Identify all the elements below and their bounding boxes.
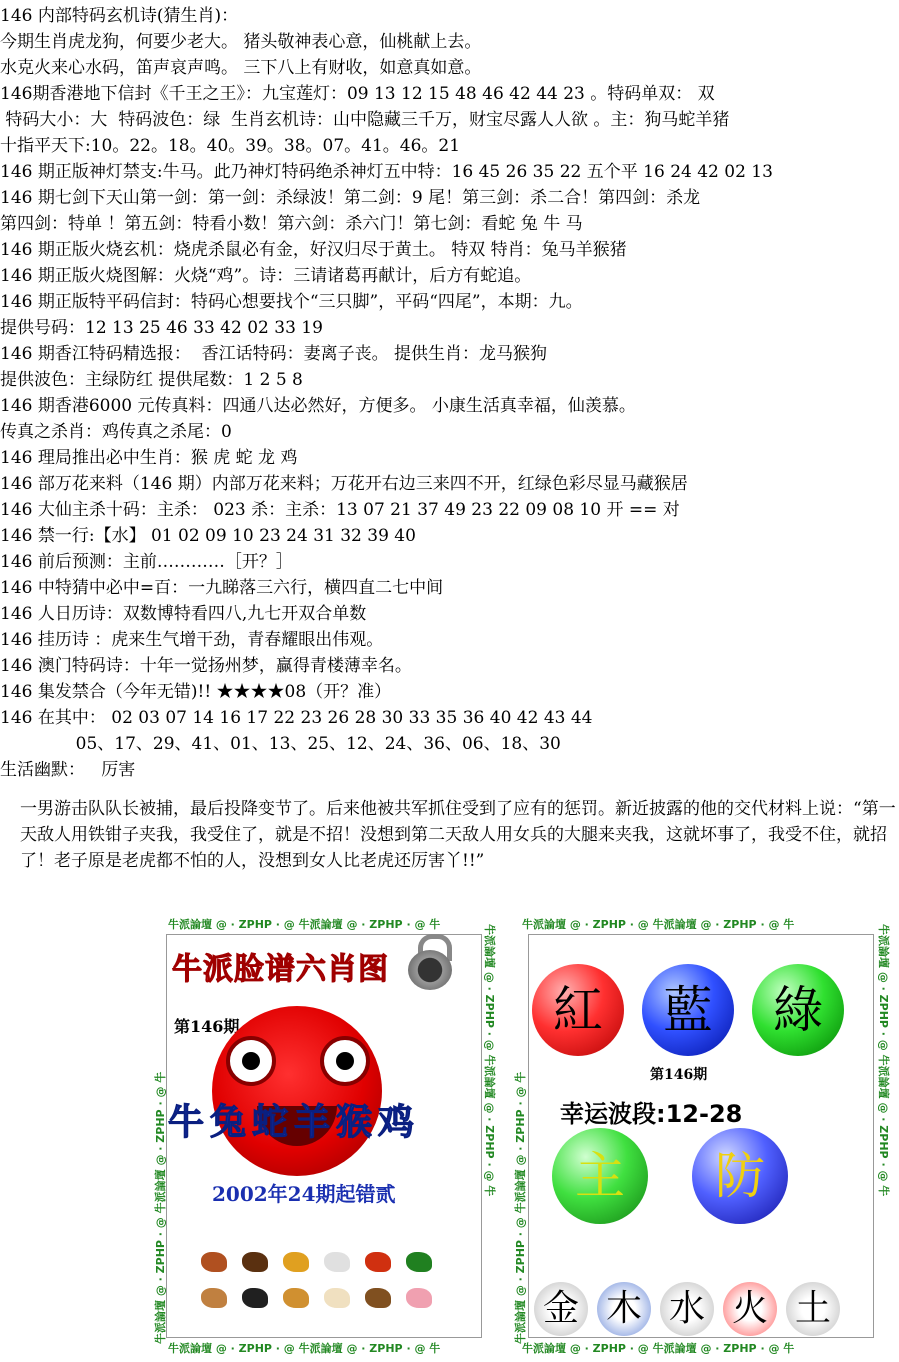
guard-color-ball: 防 [692,1128,788,1224]
watermark-right: 牛派論壇 @ · ZPHP · @ 牛派論壇 @ · ZPHP · @ 牛 [877,924,890,1197]
element-earth: 土 [786,1282,840,1336]
text-line: 特码大小：大 特码波色：绿 生肖玄机诗：山中隐藏三千万，财宝尽露人人欲 。主：狗马蛇羊猪 [0,110,730,130]
pig-icon [406,1288,432,1308]
watermark-top: 牛派論壇 @ · ZPHP · @ 牛派論壇 @ · ZPHP · @ 牛 [522,918,795,931]
text-line: 146 前后预测：主前…………［开？］ [0,552,293,572]
lock-icon [408,934,456,978]
horse-icon [201,1288,227,1308]
zodiac-face-panel [150,916,500,1356]
watermark-left: 牛派論壇 @ · ZPHP · @ 牛派論壇 @ · ZPHP · @ 牛 [154,1071,167,1344]
lucky-range: 幸运波段:12-28 [560,1100,743,1128]
rabbit-icon [324,1252,350,1272]
snake-icon [406,1252,432,1272]
text-line: 水克火来心水码，笛声哀声鸣。 三下八上有财收，如意真如意。 [0,58,482,78]
text-line: 十指平天下:10。22。18。40。39。38。07。41。46。21 [0,136,461,156]
text-line: 生活幽默： 厉害 [0,760,136,780]
text-line: 146 期正版火烧图解：火烧“鸡”。诗：三请诸葛再献计，后方有蛇追。 [0,266,532,286]
text-line: 146 期香江特码精选报： 香江话特码：妻离子丧。 提供生肖：龙马猴狗 [0,344,548,364]
wave-color-panel [510,916,890,1356]
red-face-image [212,1006,382,1176]
element-fire: 火 [723,1282,777,1336]
watermark-bottom: 牛派論壇 @ · ZPHP · @ 牛派論壇 @ · ZPHP · @ 牛 [522,1342,795,1355]
five-elements-row [534,1282,864,1336]
text-line: 146 期正版火烧玄机：烧虎杀鼠必有金，好汉归尽于黄土。 特双 特肖：兔马羊猴猪 [0,240,627,260]
text-line: 05、17、29、41、01、13、25、12、24、36、06、18、30 [0,734,561,754]
humor-paragraph: 一男游击队队长被捕，最后投降变节了。后来他被共军抓住受到了应有的惩罚。新近披露的他的交代材料上说：“第一天敌人用铁钳子夹我，我受住了，就是不招！没想到第二天敌人用女兵的大腿来夹我，这就坏事了，我受不住，就招了！老子原是老虎都不怕的人，没想到女人比老虎还厉害丫!!” [20,799,896,871]
text-line: 146 澳门特码诗：十年一觉扬州梦，赢得青楼薄幸名。 [0,656,412,676]
element-water: 水 [660,1282,714,1336]
rooster-icon [324,1288,350,1308]
watermark-left: 牛派論壇 @ · ZPHP · @ 牛派論壇 @ · ZPHP · @ 牛 [514,1071,527,1344]
text-line: 146 内部特码玄机诗(猜生肖)： [0,6,239,26]
text-line: 146 人日历诗：双数博特看四八,九七开双合单数 [0,604,367,624]
watermark-right: 牛派論壇 @ · ZPHP · @ 牛派論壇 @ · ZPHP · @ 牛 [483,924,496,1197]
main-color-ball: 主 [552,1128,648,1224]
text-line: 146 挂历诗 ：虎来生气增干劲，青春耀眼出伟观。 [0,630,384,650]
zodiac-picks: 牛兔蛇羊猴鸡 [168,1102,421,1143]
text-line: 146 在其中： 02 03 07 14 16 17 22 23 26 28 30 33 35 36 40 42 43 44 [0,708,593,728]
issue-number: 第146期 [174,1017,240,1036]
red-ball: 紅 [532,964,624,1056]
green-ball: 綠 [752,964,844,1056]
text-line: 146 大仙主杀十码：主杀： 023 杀：主杀：13 07 21 37 49 23 22 09 08 10 开 == 对 [0,500,680,520]
text-line: 146 期七剑下天山第一剑：第一剑：杀绿波！第二剑：9 尾！第三剑：杀二合！第四剑：杀龙 [0,188,701,208]
watermark-top: 牛派論壇 @ · ZPHP · @ 牛派論壇 @ · ZPHP · @ 牛 [168,918,441,931]
text-line: 第四剑：特单 ！第五剑：特看小数！第六剑：杀六门！第七剑：看蛇 兔 牛 马 [0,214,583,234]
text-line: 146 期正版特平码信封：特码心想要找个“三只脚”，平码“四尾”，本期：九。 [0,292,583,312]
text-line: 提供号码：12 13 25 46 33 42 02 33 19 [0,318,323,338]
text-line: 146 部万花来料（146 期）内部万花来料；万花开右边三来四不开，红绿色彩尽显马藏猴居 [0,474,688,494]
rat-icon [201,1252,227,1272]
text-line: 今期生肖虎龙狗，何要少老大。 猪头敬神表心意，仙桃献上去。 [0,32,482,52]
image-panels [150,916,890,1356]
text-line: 146 理局推出必中生肖：猴 虎 蛇 龙 鸡 [0,448,298,468]
text-line: 146 集发禁合（今年无错)!! ★★★★08（开？准） [0,682,392,702]
text-line: 传真之杀肖：鸡传真之杀尾：0 [0,422,232,442]
dragon-icon [365,1252,391,1272]
text-line: 146 期正版神灯禁支:牛马。此乃神灯特码绝杀神灯五中特：16 45 26 35 22 五个平 16 24 42 02 13 [0,162,773,182]
text-line: 146 期香港6000 元传真料：四通八达必然好，方便多。 小康生活真幸福，仙羡慕。 [0,396,636,416]
element-metal: 金 [534,1282,588,1336]
monkey-icon [283,1288,309,1308]
blue-ball: 藍 [642,964,734,1056]
goat-icon [242,1288,268,1308]
text-line: 提供波色：主绿防红 提供尾数：1 2 5 8 [0,370,303,390]
text-line: 146期香港地下信封《千王之王》：九宝莲灯：09 13 12 15 48 46 42 44 23 。特码单双： 双 [0,84,715,104]
element-wood: 木 [597,1282,651,1336]
animal-illustrations [196,1246,456,1318]
text-line: 146 中特猜中必中=百：一九睇落三六行，横四直二七中间 [0,578,444,598]
record-note: 2002年24期起错贰 [212,1182,396,1206]
dog-icon [365,1288,391,1308]
watermark-bottom: 牛派論壇 @ · ZPHP · @ 牛派論壇 @ · ZPHP · @ 牛 [168,1342,441,1355]
text-line: 146 禁一行:【水】 01 02 09 10 23 24 31 32 39 40 [0,526,416,546]
issue-number: 第146期 [650,1067,708,1083]
ox-icon [242,1252,268,1272]
panel-title: 牛派脸谱六肖图 [172,952,389,987]
tiger-icon [283,1252,309,1272]
